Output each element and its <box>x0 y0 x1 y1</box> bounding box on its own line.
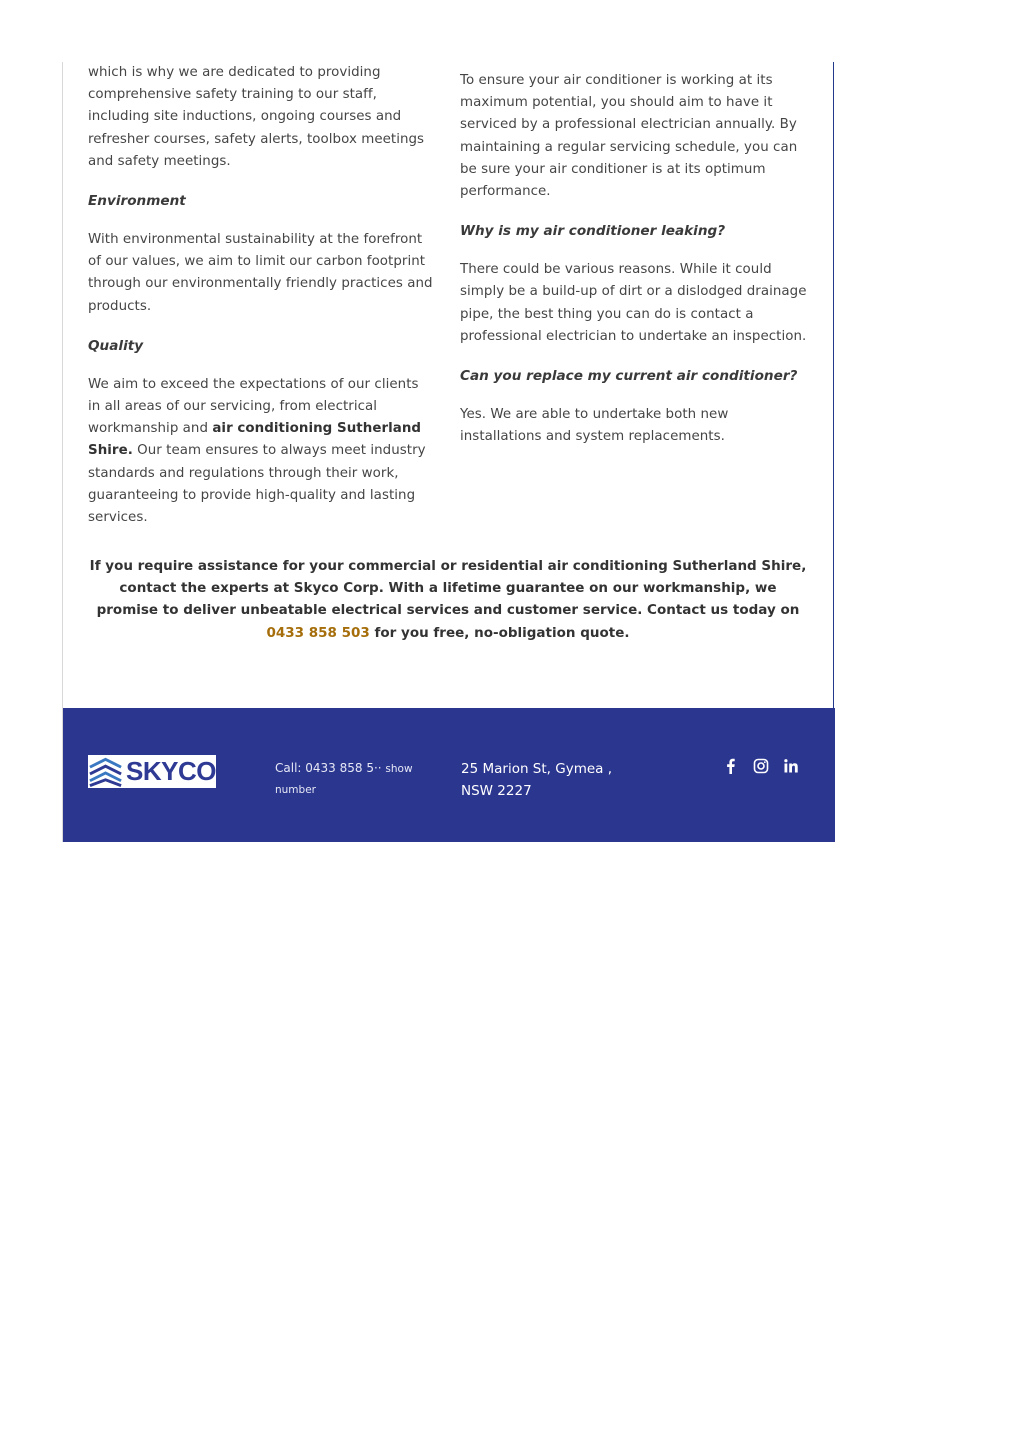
quality-heading: Quality <box>88 337 144 354</box>
servicing-paragraph: To ensure your air conditioner is working at its maximum potential, you should aim to have it serviced by a professional electrician annually. By maintaining a regular servicing schedule, you can be sure your air conditioner is at its optimum performance. <box>460 73 798 200</box>
address-line-2: NSW 2227 <box>461 783 532 799</box>
cta-phone-link[interactable]: 0433 858 503 <box>266 624 370 641</box>
page <box>62 62 834 842</box>
logo-wordmark: SKYCO <box>126 756 216 786</box>
left-column <box>88 62 433 546</box>
quality-text-pre: We aim to exceed the expectations of our clients in all areas of our servicing, from electrical workmanship and <box>88 376 419 437</box>
skyco-logo[interactable] <box>88 755 216 788</box>
show-number-link[interactable]: show number <box>275 763 413 796</box>
faq-question-replace: Can you replace my current air conditioner? <box>460 368 798 385</box>
instagram-icon[interactable] <box>753 758 769 774</box>
cta-text-pre: If you require assistance for your commercial or residential air conditioning Sutherland Shire, contact the experts at Skyco Corp. With a lifetime guarantee on our workmanship, we promise to deliver unbeatable electrical services and customer service. Contact us today on <box>89 558 807 619</box>
skyco-logo-mark-icon <box>88 755 123 788</box>
faq-answer-leaking: There could be various reasons. While it could simply be a build-up of dirt or a dislodged drainage pipe, the best thing you can do is contact a professional electrician to undertake an inspection. <box>460 262 807 344</box>
content-area <box>63 62 833 708</box>
footer-address <box>461 758 631 802</box>
facebook-icon[interactable] <box>723 758 739 774</box>
quality-text-post: Our team ensures to always meet industry standards and regulations through their work, guaranteeing to provide high-quality and lasting services. <box>88 443 426 526</box>
footer-call <box>275 758 425 800</box>
social-links <box>723 758 799 774</box>
linkedin-icon[interactable] <box>783 758 799 774</box>
call-to-action <box>88 555 808 644</box>
environment-heading: Environment <box>88 193 186 210</box>
faq-answer-replace: Yes. We are able to undertake both new installations and system replacements. <box>460 407 729 445</box>
cta-text-post: for you free, no-obligation quote. <box>369 624 630 641</box>
faq-question-leaking: Why is my air conditioner leaking? <box>460 223 726 240</box>
site-footer <box>63 708 835 842</box>
right-column <box>460 70 812 465</box>
safety-paragraph: which is why we are dedicated to providing comprehensive safety training to our staff, including site inductions, ongoing courses and refresher courses, safety alerts, toolbox meetings and safety meetings. <box>88 65 425 169</box>
quality-paragraph <box>88 374 433 529</box>
call-number: Call: 0433 858 5·· <box>275 761 382 775</box>
environment-paragraph: With environmental sustainability at the forefront of our values, we aim to limit our carbon footprint through our environmentally friendly practices and products. <box>88 232 433 314</box>
quality-keyword: air conditioning Sutherland Shire. <box>88 421 422 459</box>
address-line-1: 25 Marion St, Gymea , <box>461 761 613 777</box>
